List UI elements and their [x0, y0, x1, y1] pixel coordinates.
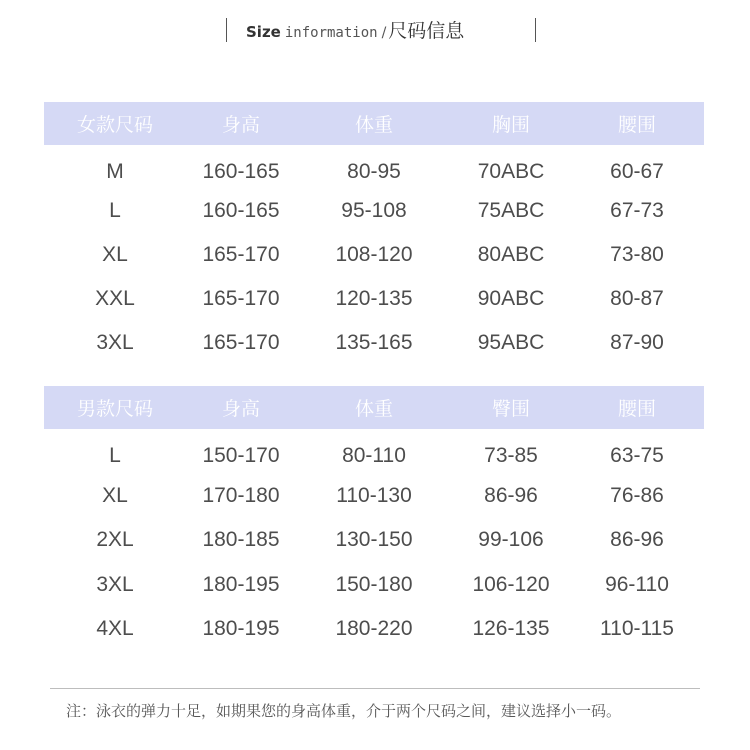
table-cell: 75ABC [477, 199, 545, 222]
table-cell: 70ABC [477, 160, 545, 183]
table-cell: 106-120 [472, 572, 550, 596]
women-header-weight: 体重 [296, 102, 452, 145]
table-cell: 2XL [96, 528, 134, 552]
table-cell: 180-195 [202, 617, 280, 641]
table-cell: 120-135 [335, 287, 413, 310]
women-table-header-row [44, 102, 704, 145]
table-cell: 95ABC [477, 331, 545, 354]
table-cell: XXL [95, 287, 135, 310]
table-cell: 135-165 [335, 331, 413, 354]
table-cell: 165-170 [202, 331, 280, 354]
table-cell: 95-108 [341, 199, 407, 222]
table-cell: L [109, 444, 121, 468]
table-cell: 126-135 [472, 617, 550, 641]
table-cell: 80ABC [477, 243, 545, 266]
table-cell: 73-80 [610, 243, 664, 266]
table-cell: 180-185 [202, 528, 280, 552]
women-header-waist: 腰围 [570, 102, 704, 145]
table-cell: 3XL [96, 572, 134, 596]
table-cell: 86-96 [484, 483, 538, 507]
title-chinese: 尺码信息 [388, 20, 465, 42]
table-cell: 160-165 [202, 199, 280, 222]
table-row [44, 321, 704, 365]
table-cell: 108-120 [335, 243, 413, 266]
table-cell: 80-87 [610, 287, 664, 310]
table-cell: 76-86 [610, 483, 664, 507]
table-cell: 73-85 [484, 444, 538, 468]
table-cell: 150-170 [202, 444, 280, 468]
title-information-word: information [284, 25, 378, 41]
table-row [44, 233, 704, 277]
men-header-hip: 臀围 [452, 386, 570, 429]
men-header-waist: 腰围 [570, 386, 704, 429]
table-cell: 99-106 [478, 528, 544, 552]
table-row [44, 429, 704, 474]
table-cell: 96-110 [605, 572, 669, 596]
table-cell: 4XL [96, 617, 134, 641]
table-cell: 80-95 [347, 160, 401, 183]
page-title [246, 21, 464, 43]
table-cell: 165-170 [202, 243, 280, 266]
table-row [44, 607, 704, 652]
table-row [44, 189, 704, 233]
table-row [44, 145, 704, 189]
table-cell: 90ABC [477, 287, 545, 310]
table-row [44, 563, 704, 608]
women-header-height: 身高 [186, 102, 296, 145]
men-table-header-row [44, 386, 704, 429]
title-divider-left [226, 18, 227, 42]
table-cell: 160-165 [202, 160, 280, 183]
table-cell: 60-67 [610, 160, 664, 183]
table-cell: 170-180 [202, 483, 280, 507]
table-cell: XL [102, 483, 128, 507]
women-header-bust: 胸围 [452, 102, 570, 145]
table-cell: 80-110 [342, 444, 406, 468]
table-cell: XL [102, 243, 128, 266]
table-cell: 110-130 [336, 483, 412, 507]
title-divider-right [535, 18, 536, 42]
title-size-word: Size [246, 23, 281, 41]
footer-note: 注：泳衣的弹力十足，如期果您的身高体重，介于两个尺码之间，建议选择小一码。 [66, 702, 622, 720]
table-row [44, 277, 704, 321]
women-header-size: 女款尺码 [44, 102, 186, 145]
table-cell: 165-170 [202, 287, 280, 310]
table-cell: 130-150 [335, 528, 413, 552]
women-size-table [44, 102, 704, 365]
table-cell: 180-195 [202, 572, 280, 596]
men-header-weight: 体重 [296, 386, 452, 429]
table-cell: 3XL [96, 331, 134, 354]
table-cell: 63-75 [610, 444, 664, 468]
table-row [44, 474, 704, 519]
table-cell: 180-220 [335, 617, 413, 641]
table-cell: M [106, 160, 124, 183]
table-cell: 87-90 [610, 331, 664, 354]
table-cell: 86-96 [610, 528, 664, 552]
title-bar [226, 14, 536, 48]
table-cell: 150-180 [335, 572, 413, 596]
men-size-table [44, 386, 704, 652]
table-row [44, 518, 704, 563]
men-header-size: 男款尺码 [44, 386, 186, 429]
footer-divider [50, 688, 700, 689]
table-cell: 110-115 [600, 617, 674, 641]
table-cell: L [109, 199, 121, 222]
title-separator: / [381, 25, 387, 41]
men-header-height: 身高 [186, 386, 296, 429]
table-cell: 67-73 [610, 199, 664, 222]
